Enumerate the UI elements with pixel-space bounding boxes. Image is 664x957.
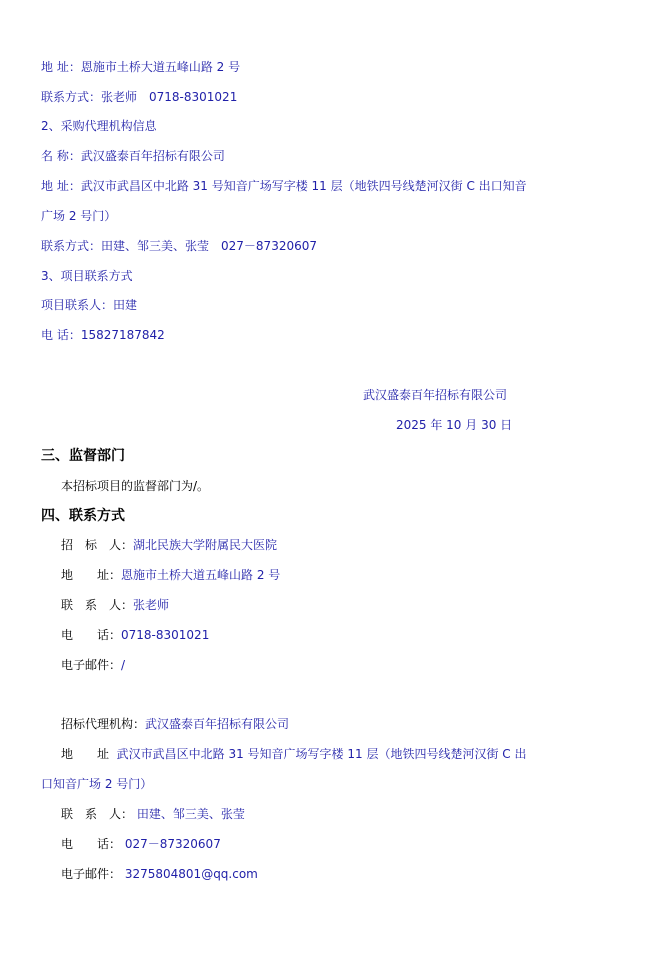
agency-block-email: 3275804801@qq.com bbox=[124, 867, 258, 881]
agency-heading: 2、采购代理机构信息 bbox=[41, 119, 157, 133]
agency-block-contact-label: 联 系 人： bbox=[61, 807, 134, 821]
project-phone-line bbox=[41, 328, 165, 342]
agency-name: 武汉盛泰百年招标有限公司 bbox=[80, 149, 225, 163]
purchaser-contact: 张老师 0718-8301021 bbox=[101, 90, 238, 104]
project-person-label: 项目联系人： bbox=[41, 298, 114, 312]
tenderer-contact: 张老师 bbox=[133, 598, 170, 612]
agency-block-phone: 027－87320607 bbox=[124, 837, 221, 851]
agency-address-2: 广场 2 号门） bbox=[41, 209, 117, 223]
tenderer-address: 恩施市土桥大道五峰山路 2 号 bbox=[121, 568, 281, 582]
agency-block-email-label: 电子邮件： bbox=[61, 867, 122, 881]
tenderer-line bbox=[61, 538, 277, 552]
agency-block-email-line bbox=[61, 867, 258, 881]
agency-address-line bbox=[41, 179, 527, 193]
agency-block-line bbox=[61, 717, 289, 731]
agency-block-address-label: 地 址 bbox=[61, 747, 110, 761]
signature-company: 武汉盛泰百年招标有限公司 bbox=[363, 388, 508, 402]
agency-contact-line bbox=[41, 239, 317, 253]
purchaser-contact-label: 联系方式： bbox=[41, 90, 102, 104]
project-phone: 15827187842 bbox=[80, 328, 165, 342]
project-person-line bbox=[41, 298, 137, 312]
agency-block-address-1: 武汉市武昌区中北路 31 号知音广场写字楼 11 层（地铁四号线楚河汉街 C 出 bbox=[116, 747, 527, 761]
signature-date: 2025 年 10 月 30 日 bbox=[396, 418, 513, 432]
tenderer-label: 招 标 人： bbox=[61, 538, 134, 552]
tenderer-email-line bbox=[61, 658, 125, 672]
agency-block-address-2: 口知音广场 2 号门） bbox=[41, 777, 153, 791]
project-heading: 3、项目联系方式 bbox=[41, 269, 133, 283]
purchaser-address-label: 地 址： bbox=[41, 60, 81, 74]
tenderer-phone: 0718-8301021 bbox=[121, 628, 210, 642]
tenderer-value: 湖北民族大学附属民大医院 bbox=[133, 538, 278, 552]
tenderer-email: / bbox=[121, 658, 126, 672]
tenderer-phone-label: 电 话： bbox=[61, 628, 122, 642]
project-person: 田建 bbox=[113, 298, 138, 312]
tenderer-address-label: 地 址： bbox=[61, 568, 122, 582]
agency-block-value: 武汉盛泰百年招标有限公司 bbox=[145, 717, 290, 731]
agency-name-label: 名 称： bbox=[41, 149, 81, 163]
section3-title: 三、监督部门 bbox=[41, 448, 125, 464]
tenderer-phone-line bbox=[61, 628, 209, 642]
agency-address-1: 武汉市武昌区中北路 31 号知音广场写字楼 11 层（地铁四号线楚河汉街 C 出口知音 bbox=[80, 179, 527, 193]
agency-contact: 田建、邹三美、张莹 027－87320607 bbox=[101, 239, 317, 253]
agency-name-line bbox=[41, 149, 225, 163]
agency-block-phone-line bbox=[61, 837, 221, 851]
tenderer-contact-label: 联 系 人： bbox=[61, 598, 134, 612]
purchaser-contact-line bbox=[41, 90, 237, 104]
tenderer-address-line bbox=[61, 568, 280, 582]
section4-title: 四、联系方式 bbox=[41, 508, 125, 524]
agency-block-phone-label: 电 话： bbox=[61, 837, 122, 851]
agency-contact-label: 联系方式： bbox=[41, 239, 102, 253]
tenderer-email-label: 电子邮件： bbox=[61, 658, 122, 672]
agency-block-contact: 田建、邹三美、张莹 bbox=[136, 807, 245, 821]
tenderer-contact-line bbox=[61, 598, 169, 612]
project-phone-label: 电 话： bbox=[41, 328, 81, 342]
agency-block-contact-line bbox=[61, 807, 245, 821]
purchaser-address-line bbox=[41, 60, 240, 74]
agency-address-label: 地 址： bbox=[41, 179, 81, 193]
agency-block-address-line bbox=[61, 747, 526, 761]
purchaser-address: 恩施市土桥大道五峰山路 2 号 bbox=[80, 60, 241, 74]
agency-block-label: 招标代理机构： bbox=[61, 717, 146, 731]
section3-body: 本招标项目的监督部门为/。 bbox=[61, 479, 210, 493]
